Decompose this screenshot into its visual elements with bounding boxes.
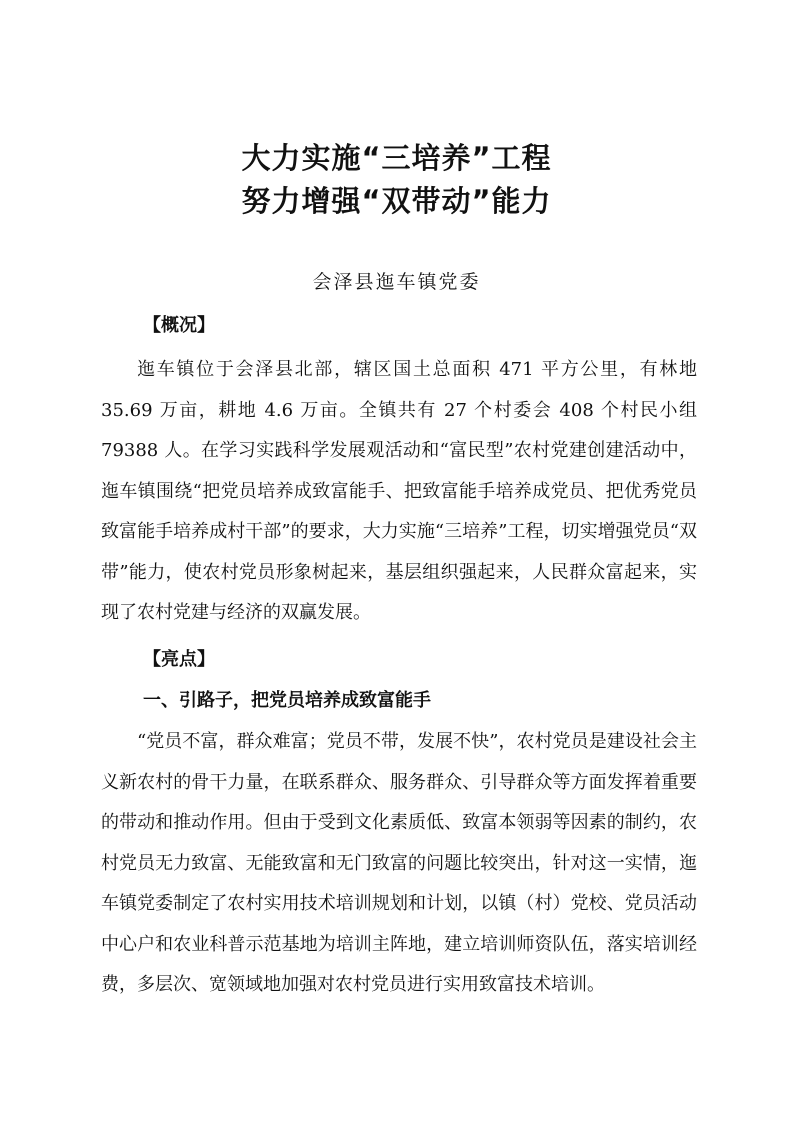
section-label-overview: 【概况】 — [143, 315, 215, 336]
overview-paragraph: 迤车镇位于会泽县北部，辖区国土总面积 471 平方公里，有林地 35.69 万亩，耕地 4.6 万亩。全镇共有 27 个村委会 408 个村民小组 79388 人。在学习实践科学发展观活动和“富民型”农村党建创建活动中，迤车镇围绕“把党员培养成致富能手、把致富能手培养成党员、把优秀党员致富能手培养成村干部”的要求，大力实施“三培养”工程，切实增强党员“双带”能力，使农村党员形象树起来，基层组织强起来，人民群众富起来，实现了农村党建与经济的双赢发展。 — [101, 359, 697, 623]
highlight-paragraph: “党员不富，群众难富；党员不带，发展不快”，农村党员是建设社会主义新农村的骨干力量，在联系群众、服务群众、引导群众等方面发挥着重要的带动和推动作用。但由于受到文化素质低、致富本领弱等因素的制约，农村党员无力致富、无能致富和无门致富的问题比较突出，针对这一实情，迤车镇党委制定了农村实用技术培训规划和计划，以镇（村）党校、党员活动中心户和农业科普示范基地为培训主阵地，建立培训师资队伍，落实培训经费，多层次、宽领域地加强对农村党员进行实用致富技术培训。 — [101, 731, 697, 995]
highlight-subheading: 一、引路子，把党员培养成致富能手 — [143, 690, 431, 711]
document-title-line-2: 努力增强“双带动”能力 — [241, 184, 552, 218]
section-label-highlight: 【亮点】 — [143, 649, 215, 670]
document-author: 会泽县迤车镇党委 — [312, 271, 481, 293]
document-title-line-1: 大力实施“三培养”工程 — [241, 141, 552, 175]
